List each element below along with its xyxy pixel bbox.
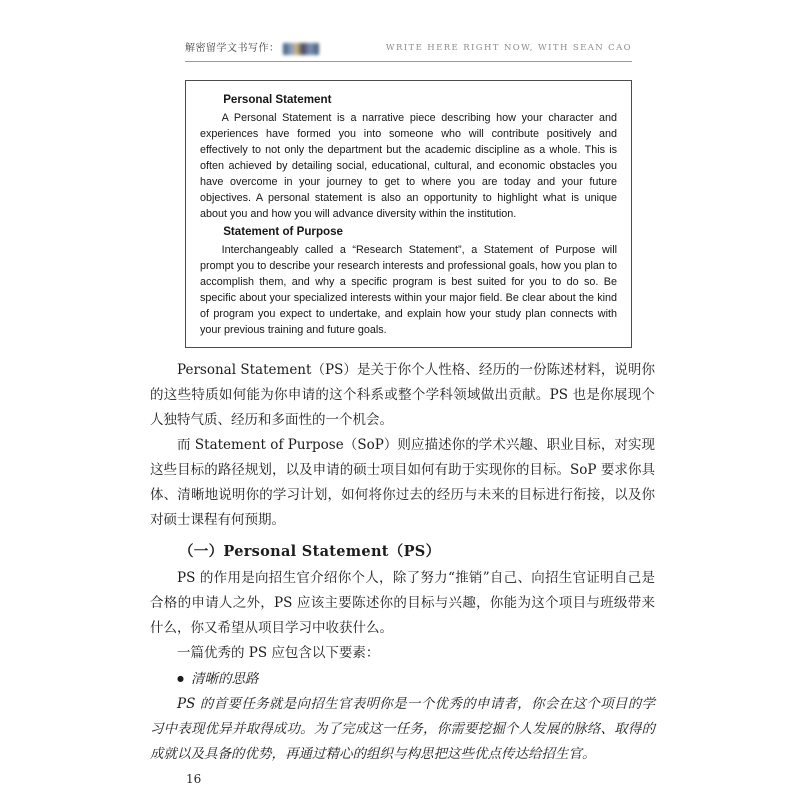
paragraph-ps-definition: Personal Statement（PS）是关于你个人性格、经历的一份陈述材料，说明你的这些特质如何能为你申请的这个科系或整个学科领域做出贡献。PS 也是你展现个人独特气质、经历和多面性的一个机会。 [150, 362, 655, 428]
redacted-author-name [283, 43, 319, 55]
paragraph-ps-task: PS 的首要任务就是向招生官表明你是一个优秀的申请者，你会在这个项目的学习中表现优异并取得成功。为了完成这一任务，你需要挖掘个人发展的脉络、取得的成就以及具备的优势，再通过精心的组织与构思把这些优点传达给招生官。 [150, 696, 655, 762]
page-header [185, 42, 632, 62]
body-text [150, 358, 655, 767]
header-title-right: WRITE HERE RIGHT NOW, WITH SEAN CAO [385, 43, 632, 53]
header-title-left [185, 42, 319, 55]
definition-body-statement-of-purpose: Interchangeably called a “Research Statement”, a Statement of Purpose will prompt you to describe your research interests and professional goals, how you plan to accomplish them, and why a specific program is best suited for you to do so. Be specific about your specialized interests within your major field. Be clear about the kind of program you expect to undertake, and explain how your study plan connects with your previous training and future goals. [200, 244, 617, 336]
paragraph-lead-in: 一篇优秀的 PS 应包含以下要素： [177, 645, 380, 661]
definition-heading-statement-of-purpose: Statement of Purpose [223, 225, 344, 238]
section-heading-personal-statement: （一）Personal Statement（PS） [179, 543, 441, 560]
definition-body-personal-statement: A Personal Statement is a narrative piece describing how your character and experiences have formed you into someone who will contribute positively and effectively to not only the department but the academic discipline as a whole. This is often achieved by detailing social, educational, cultural, and economic obstacles you have overcome in your journey to get to where you are today and your future objectives. A personal statement is also an opportunity to highlight what is unique about you and how you will advance diversity within the institution. [200, 112, 617, 220]
page-number: 16 [186, 772, 202, 786]
bullet-icon: ● [177, 674, 184, 683]
definition-box [185, 80, 632, 348]
definition-heading-personal-statement: Personal Statement [223, 93, 332, 106]
paragraph-sop-definition: 而 Statement of Purpose（SoP）则应描述你的学术兴趣、职业目标，对实现这些目标的路径规划，以及申请的硕士项目如何有助于实现你的目标。SoP 要求你具体、清晰地说明你的学习计划，如何将你过去的经历与未来的目标进行衔接，以及你对硕士课程有何预期。 [150, 437, 655, 528]
bullet-label: 清晰的思路 [190, 671, 259, 687]
paragraph-ps-role: PS 的作用是向招生官介绍你个人，除了努力“推销”自己、向招生官证明自己是合格的申请人之外，PS 应该主要陈述你的目标与兴趣，你能为这个项目与班级带来什么，你又希望从项目学习中收获什么。 [150, 570, 655, 636]
bullet-item-clear-thinking [150, 666, 655, 692]
header-series-title: 解密留学文书写作： [185, 43, 280, 54]
